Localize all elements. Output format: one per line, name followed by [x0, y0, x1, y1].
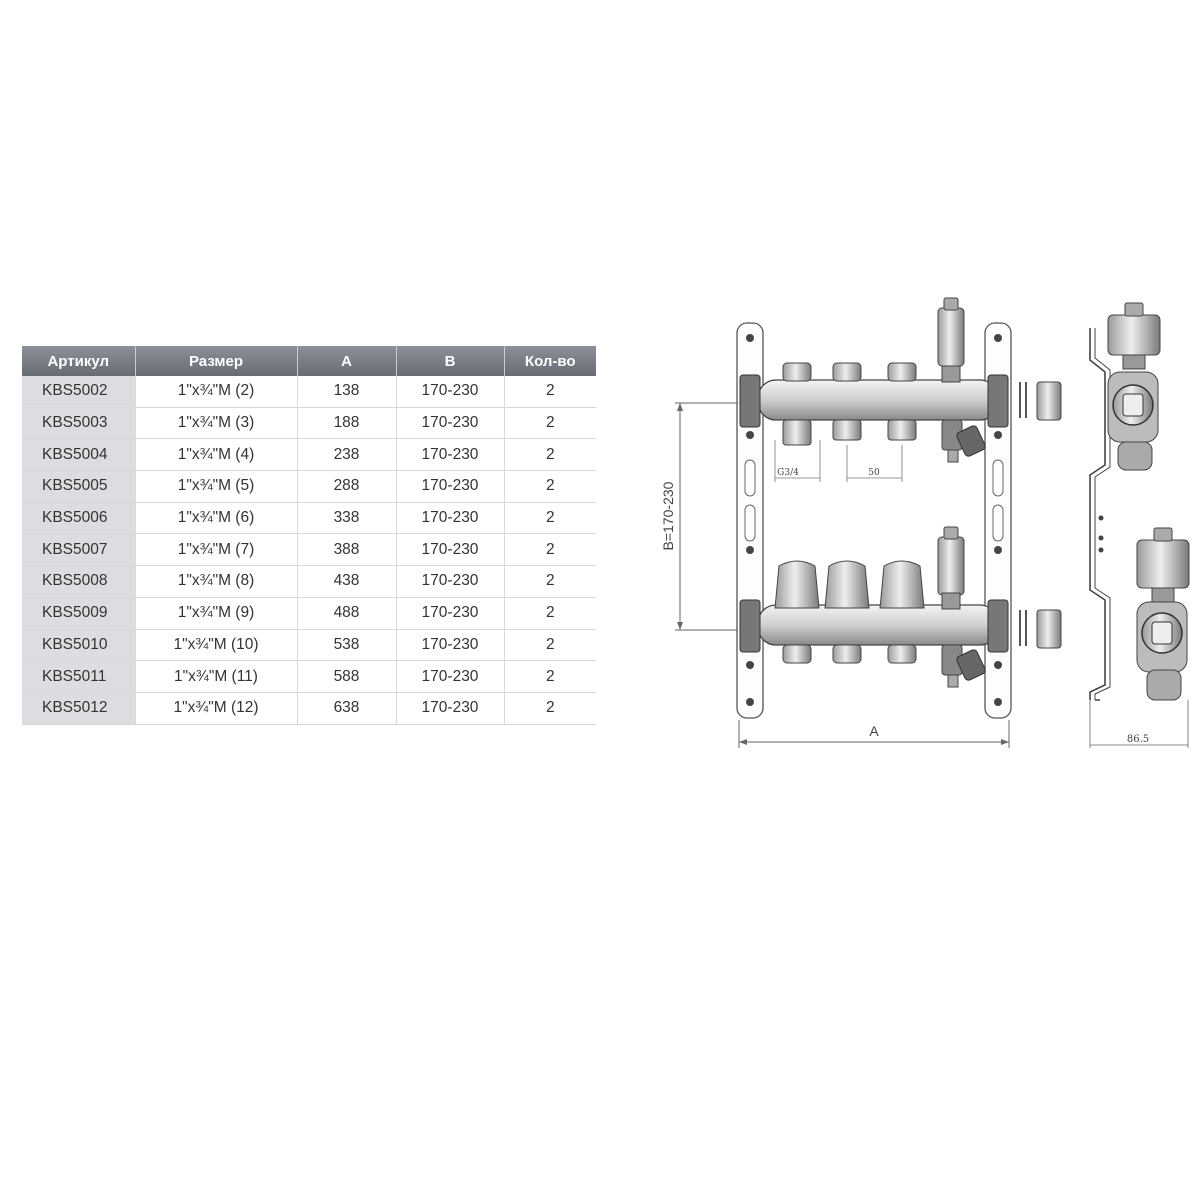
side-upper-vent	[1108, 303, 1160, 369]
table-cell: 338	[297, 502, 396, 534]
column-header: B	[396, 346, 504, 376]
table-cell: 170-230	[396, 502, 504, 534]
table-cell: 1"x¾"M (2)	[135, 376, 297, 407]
side-view	[1090, 303, 1189, 748]
table-cell: 2	[504, 534, 596, 566]
table-row	[22, 597, 596, 629]
table-cell: 588	[297, 661, 396, 693]
table-cell: 638	[297, 692, 396, 724]
lower-air-vent	[938, 527, 964, 609]
table-cell: 2	[504, 629, 596, 661]
side-upper-body	[1108, 372, 1158, 470]
end-cap-upper	[1020, 382, 1061, 420]
table-cell: 1"x¾"M (5)	[135, 471, 297, 503]
article-cell: KBS5010	[22, 629, 135, 661]
table-row	[22, 534, 596, 566]
table-cell: 488	[297, 597, 396, 629]
table-row	[22, 407, 596, 439]
dimension-spacing	[847, 445, 902, 482]
column-header: Кол-во	[504, 346, 596, 376]
dimension-a	[739, 720, 1009, 748]
article-cell: KBS5009	[22, 597, 135, 629]
article-cell: KBS5007	[22, 534, 135, 566]
table-cell: 170-230	[396, 566, 504, 598]
table-cell: 2	[504, 692, 596, 724]
table-cell: 170-230	[396, 376, 504, 407]
lower-manifold	[740, 527, 1008, 687]
article-cell: KBS5012	[22, 692, 135, 724]
dimension-b	[660, 403, 738, 630]
table-row	[22, 502, 596, 534]
table-cell: 1"x¾"M (12)	[135, 692, 297, 724]
table-row	[22, 692, 596, 724]
table-cell: 170-230	[396, 471, 504, 503]
table-body	[22, 376, 596, 724]
dimension-a-label: A	[869, 723, 879, 739]
table-cell: 170-230	[396, 439, 504, 471]
table-cell: 188	[297, 407, 396, 439]
column-header: Артикул	[22, 346, 135, 376]
table-cell: 2	[504, 376, 596, 407]
dimension-b-label: B=170-230	[660, 481, 676, 551]
table-cell: 170-230	[396, 629, 504, 661]
article-cell: KBS5006	[22, 502, 135, 534]
table-cell: 388	[297, 534, 396, 566]
article-cell: KBS5005	[22, 471, 135, 503]
table-cell: 170-230	[396, 407, 504, 439]
table-cell: 138	[297, 376, 396, 407]
article-cell: KBS5003	[22, 407, 135, 439]
dimension-depth	[1090, 700, 1188, 748]
table-cell: 170-230	[396, 534, 504, 566]
table-cell: 1"x¾"M (9)	[135, 597, 297, 629]
table-row	[22, 376, 596, 407]
table-cell: 288	[297, 471, 396, 503]
dimension-thread	[775, 440, 820, 482]
table-cell: 1"x¾"M (10)	[135, 629, 297, 661]
end-cap-lower	[1020, 610, 1061, 648]
table-row	[22, 471, 596, 503]
table-cell: 1"x¾"M (3)	[135, 407, 297, 439]
dimension-spacing-label: 50	[868, 468, 880, 478]
table-cell: 2	[504, 439, 596, 471]
upper-air-vent	[938, 298, 964, 382]
table-cell: 2	[504, 502, 596, 534]
table-cell: 538	[297, 629, 396, 661]
lower-bottom-caps	[783, 645, 916, 663]
table-cell: 1"x¾"M (11)	[135, 661, 297, 693]
table-cell: 438	[297, 566, 396, 598]
table-cell: 170-230	[396, 692, 504, 724]
side-lower-vent	[1137, 528, 1189, 602]
table-row	[22, 661, 596, 693]
upper-drain-valve	[942, 420, 986, 462]
dimension-thread-label: G3/4	[777, 468, 799, 478]
table-row	[22, 439, 596, 471]
table-cell: 238	[297, 439, 396, 471]
spec-table	[22, 346, 596, 725]
manifold-drawing	[640, 290, 1200, 760]
table-header-row	[22, 346, 596, 376]
table-cell: 2	[504, 407, 596, 439]
upper-flow-meters	[783, 420, 916, 445]
lower-drain-valve	[942, 645, 986, 687]
table-cell: 2	[504, 471, 596, 503]
upper-manifold	[740, 298, 1008, 462]
dimension-depth-label: 86.5	[1126, 734, 1150, 745]
table-cell: 1"x¾"M (4)	[135, 439, 297, 471]
article-cell: KBS5008	[22, 566, 135, 598]
table-cell: 1"x¾"M (7)	[135, 534, 297, 566]
table-cell: 1"x¾"M (6)	[135, 502, 297, 534]
table-row	[22, 629, 596, 661]
side-lower-body	[1137, 602, 1187, 700]
column-header: Размер	[135, 346, 297, 376]
table-cell: 170-230	[396, 661, 504, 693]
article-cell: KBS5011	[22, 661, 135, 693]
table-cell: 1"x¾"M (8)	[135, 566, 297, 598]
table-cell: 2	[504, 566, 596, 598]
article-cell: KBS5002	[22, 376, 135, 407]
table-cell: 2	[504, 661, 596, 693]
table-cell: 170-230	[396, 597, 504, 629]
column-header: A	[297, 346, 396, 376]
article-cell: KBS5004	[22, 439, 135, 471]
table-cell: 2	[504, 597, 596, 629]
table-row	[22, 566, 596, 598]
lower-valve-handles	[775, 561, 924, 608]
upper-top-caps	[783, 363, 916, 381]
